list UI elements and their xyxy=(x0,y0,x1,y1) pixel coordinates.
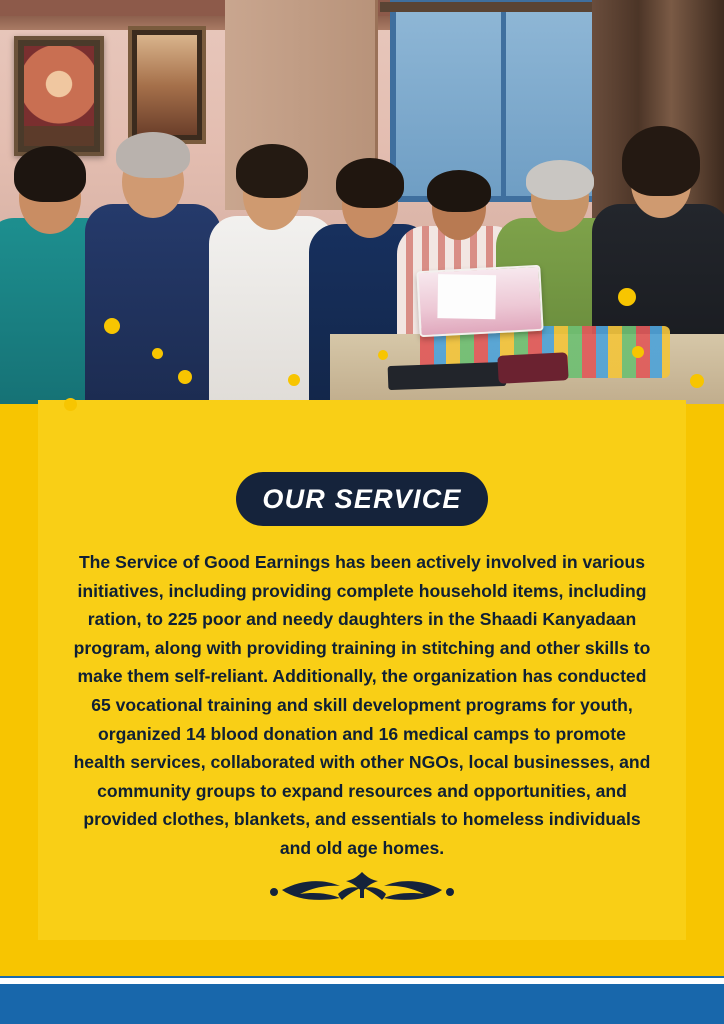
register-book xyxy=(388,362,507,390)
person-body xyxy=(85,204,221,430)
confetti-dot xyxy=(104,318,120,334)
person-hair xyxy=(427,170,491,212)
confetti-dot xyxy=(288,374,300,386)
gift-sheet xyxy=(437,274,496,319)
confetti-dot xyxy=(152,348,163,359)
confetti-dot xyxy=(378,350,388,360)
decorative-flourish-icon xyxy=(242,868,482,908)
person-hair xyxy=(526,160,594,200)
gift-packet-icon xyxy=(416,265,543,337)
person-hair xyxy=(116,132,190,178)
confetti-dot xyxy=(618,288,636,306)
confetti-dot xyxy=(690,374,704,388)
person-hair xyxy=(14,146,86,202)
person xyxy=(88,120,218,430)
confetti-dot xyxy=(178,370,192,384)
person-hair xyxy=(622,126,700,196)
page-title: OUR SERVICE xyxy=(262,483,462,514)
event-photo xyxy=(0,0,724,430)
pouch xyxy=(497,352,568,384)
body-paragraph: The Service of Good Earnings has been actively involved in various initiatives, including providing complete household items, including ration, to 225 poor and needy daughters in the Shaadi Kanyadaan program, along with providing training in stitching and other skills to make them self-reliant. Additionally, the organization has conducted 65 vocational training and skill development programs for youth, organized 14 blood donation and 16 medical camps to promote health services, collaborated with other NGOs, local businesses, and community groups to expand resources and opportunities, and provided clothes, blankets, and essentials to homeless individuals and old age homes. xyxy=(73,552,651,858)
footer-bar xyxy=(0,984,724,1024)
confetti-dot xyxy=(632,346,644,358)
section-title-pill xyxy=(236,472,488,526)
person-hair xyxy=(236,144,308,198)
person-hair xyxy=(336,158,404,208)
confetti-dot xyxy=(64,398,77,411)
